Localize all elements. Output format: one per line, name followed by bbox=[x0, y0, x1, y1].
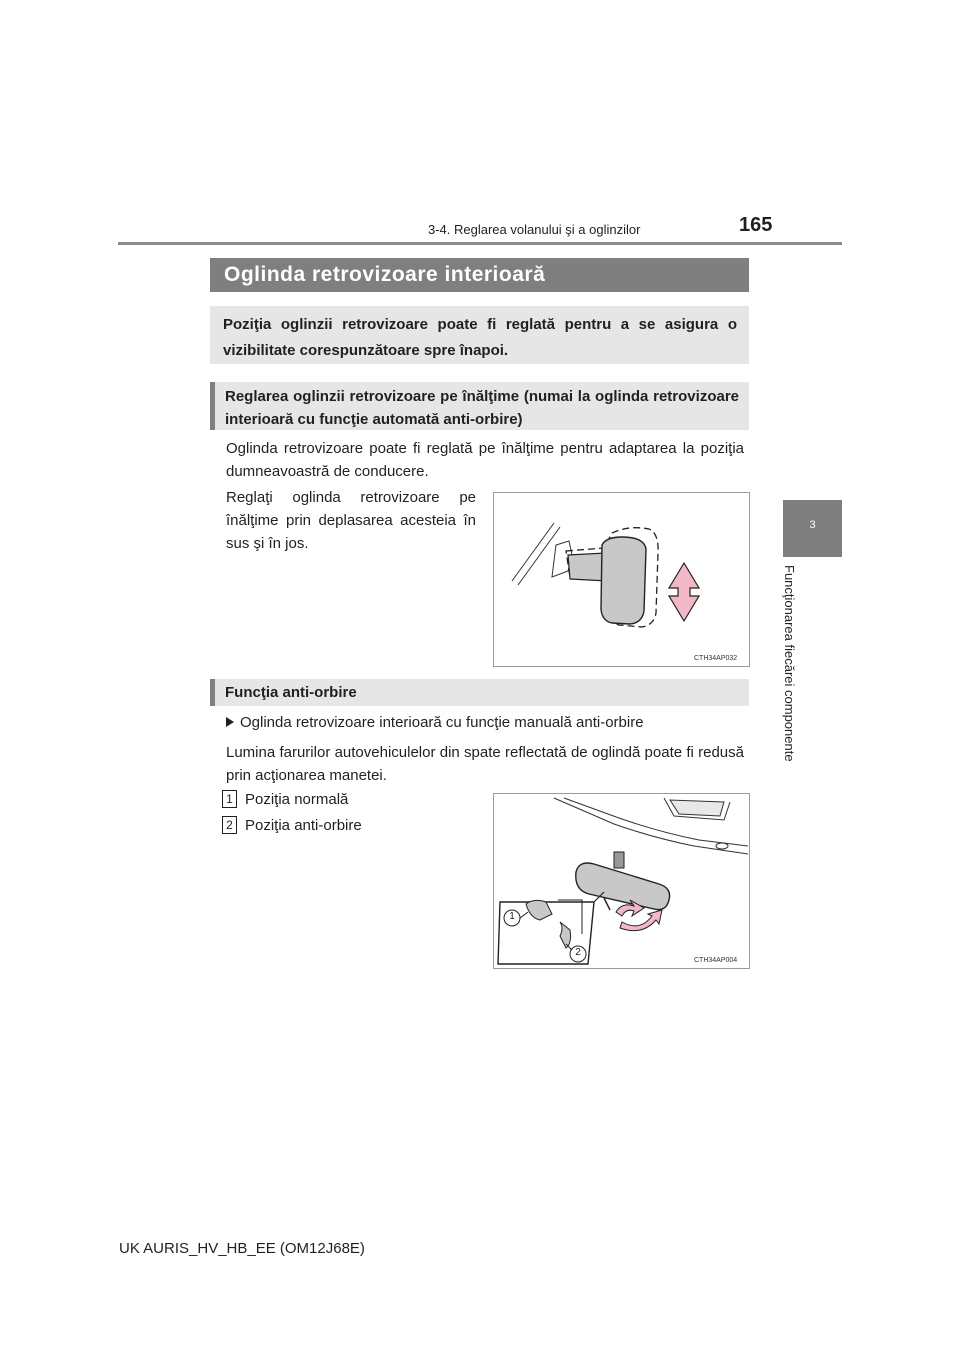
section2-paragraph: Lumina farurilor autovehiculelor din spate reflectată de oglindă poate fi redusă prin acţionarea manetei. bbox=[226, 744, 744, 784]
figure1-code: CTH34AP032 bbox=[694, 655, 738, 662]
figure2-code: CTH34AP004 bbox=[694, 957, 738, 964]
chapter-title-vertical bbox=[782, 565, 802, 785]
section2-bullet-text: Oglinda retrovizoare interioară cu funcţie manuală anti-orbire bbox=[240, 714, 644, 731]
item-number-2: 2 bbox=[222, 816, 237, 834]
item-number-1: 1 bbox=[222, 790, 237, 808]
section2-bullet bbox=[226, 713, 644, 733]
section1-instruction: Reglaţi oglinda retrovizoare pe înălţime prin deplasarea acesteia în sus şi în jos. bbox=[226, 489, 476, 552]
item-label-1: Poziţia normală bbox=[245, 791, 349, 808]
figure-height-adjust bbox=[493, 492, 750, 667]
item-label-2: Poziţia anti-orbire bbox=[245, 817, 362, 834]
chapter-title: Funcţionarea fiecărei componente bbox=[782, 565, 797, 762]
section2-heading: Funcţia anti-orbire bbox=[210, 679, 749, 706]
triangle-bullet-icon bbox=[226, 717, 234, 727]
header-rule bbox=[118, 242, 842, 245]
figure-anti-glare bbox=[493, 793, 750, 969]
list-item-anti-glare bbox=[222, 816, 362, 836]
footer-model: UK AURIS_HV_HB_EE (OM12J68E) bbox=[119, 1240, 365, 1257]
section1-heading: Reglarea oglinzii retrovizoare pe înălţime (numai la oglinda retrovizoare interioară cu funcţie automată anti-orbire) bbox=[210, 382, 749, 430]
page-number: 165 bbox=[739, 214, 773, 236]
section-header: 3-4. Reglarea volanului şi a oglinzilor bbox=[428, 222, 641, 237]
mirror-height-illustration bbox=[494, 493, 749, 666]
anti-glare-illustration bbox=[494, 794, 749, 968]
section1-paragraph: Oglinda retrovizoare poate fi reglată pe înălţime pentru adaptarea la poziţia dumneavoastră de conducere. bbox=[226, 440, 744, 480]
intro-box: Poziţia oglinzii retrovizoare poate fi reglată pentru a se asigura o vizibilitate corespunzătoare spre înapoi. bbox=[210, 306, 749, 364]
callout-2: 2 bbox=[575, 947, 581, 958]
page-title: Oglinda retrovizoare interioară bbox=[210, 258, 749, 292]
list-item-normal bbox=[222, 790, 348, 810]
callout-1: 1 bbox=[509, 911, 515, 922]
chapter-number: 3 bbox=[809, 519, 816, 531]
